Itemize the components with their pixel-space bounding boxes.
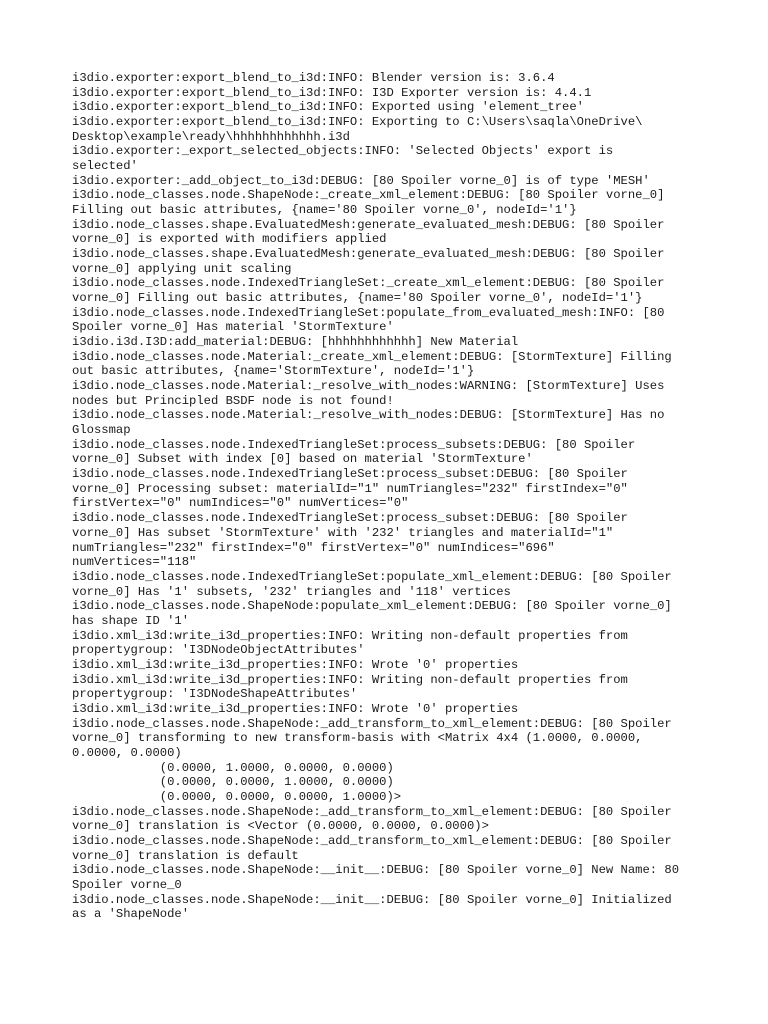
log-line: i3dio.node_classes.node.IndexedTriangleSet:_create_xml_element:DEBUG: [80 Spoiler [72,276,665,291]
log-line: i3dio.xml_i3d:write_i3d_properties:INFO: Writing non-default properties from [72,672,628,687]
log-line: (0.0000, 0.0000, 0.0000, 1.0000)> [72,789,402,804]
log-line: i3dio.exporter:_add_object_to_i3d:DEBUG: [80 Spoiler vorne_0] is of type 'MESH' [72,173,650,188]
log-line: numVertices="118" [72,555,197,570]
log-line: (0.0000, 1.0000, 0.0000, 0.0000) [72,760,394,775]
log-line: i3dio.exporter:export_blend_to_i3d:INFO: Blender version is: 3.6.4 [72,71,555,85]
log-text-block [72,71,712,922]
log-line: i3dio.exporter:export_blend_to_i3d:INFO: Exporting to C:\Users\saqla\OneDrive\ [72,115,643,130]
log-line: i3dio.xml_i3d:write_i3d_properties:INFO: Writing non-default properties from [72,628,628,643]
log-line: firstVertex="0" numIndices="0" numVertices="0" [72,496,409,511]
log-line: propertygroup: 'I3DNodeObjectAttributes' [72,643,365,658]
log-line: Spoiler vorne_0 [72,877,182,892]
log-line: i3dio.exporter:export_blend_to_i3d:INFO: I3D Exporter version is: 4.4.1 [72,85,592,100]
log-line: Desktop\example\ready\hhhhhhhhhhhh.i3d [72,129,350,144]
log-line: i3dio.node_classes.node.IndexedTriangleSet:populate_xml_element:DEBUG: [80 Spoiler [72,569,672,584]
log-line: as a 'ShapeNode' [72,907,190,922]
log-line: i3dio.xml_i3d:write_i3d_properties:INFO: Wrote '0' properties [72,701,519,716]
log-line: i3dio.node_classes.node.ShapeNode:_add_transform_to_xml_element:DEBUG: [80 Spoiler [72,716,672,731]
log-line: nodes but Principled BSDF node is not found! [72,393,394,408]
log-line: i3dio.node_classes.node.Material:_create_xml_element:DEBUG: [StormTexture] Filling [72,349,672,364]
log-line: vorne_0] translation is <Vector (0.0000, 0.0000, 0.0000)> [72,819,489,834]
log-line: out basic attributes, {name='StormTexture', nodeId='1'} [72,364,475,379]
log-line: vorne_0] translation is default [72,848,299,863]
log-line: i3dio.node_classes.node.IndexedTriangleSet:process_subset:DEBUG: [80 Spoiler [72,511,628,526]
log-line: numTriangles="232" firstIndex="0" firstVertex="0" numIndices="696" [72,540,555,555]
log-line: i3dio.node_classes.node.IndexedTriangleSet:process_subset:DEBUG: [80 Spoiler [72,467,628,482]
log-line: i3dio.node_classes.node.IndexedTriangleSet:process_subsets:DEBUG: [80 Spoiler [72,437,636,452]
log-line: vorne_0] Has '1' subsets, '232' triangles and '118' vertices [72,584,511,599]
log-line: i3dio.node_classes.node.ShapeNode:__init__:DEBUG: [80 Spoiler vorne_0] New Name: 80 [72,863,680,878]
log-line: vorne_0] Filling out basic attributes, {name='80 Spoiler vorne_0', nodeId='1'} [72,291,643,306]
log-line: i3dio.node_classes.shape.EvaluatedMesh:generate_evaluated_mesh:DEBUG: [80 Spoiler [72,217,665,232]
log-line: i3dio.node_classes.shape.EvaluatedMesh:generate_evaluated_mesh:DEBUG: [80 Spoiler [72,247,665,262]
log-line: vorne_0] applying unit scaling [72,261,292,276]
log-line: selected' [72,159,138,174]
log-line: propertygroup: 'I3DNodeShapeAttributes' [72,687,358,702]
log-line: has shape ID '1' [72,613,190,628]
log-line: vorne_0] Has subset 'StormTexture' with '232' triangles and materialId="1" [72,525,614,540]
log-line: vorne_0] is exported with modifiers applied [72,232,387,247]
log-line: i3dio.exporter:export_blend_to_i3d:INFO: Exported using 'element_tree' [72,100,584,115]
log-line: i3dio.i3d.I3D:add_material:DEBUG: [hhhhhhhhhhhh] New Material [72,335,519,350]
log-line: i3dio.node_classes.node.ShapeNode:_add_transform_to_xml_element:DEBUG: [80 Spoiler [72,833,672,848]
log-line: vorne_0] Subset with index [0] based on material 'StormTexture' [72,452,533,467]
log-line: (0.0000, 0.0000, 1.0000, 0.0000) [72,775,394,790]
log-line: Glossmap [72,423,131,438]
log-line: Spoiler vorne_0] Has material 'StormTexture' [72,320,394,335]
log-line: i3dio.node_classes.node.ShapeNode:populate_xml_element:DEBUG: [80 Spoiler vorne_0] [72,599,672,614]
log-line: Filling out basic attributes, {name='80 Spoiler vorne_0', nodeId='1'} [72,203,577,218]
log-line: i3dio.node_classes.node.ShapeNode:_create_xml_element:DEBUG: [80 Spoiler vorne_0] [72,188,665,203]
log-line: vorne_0] transforming to new transform-basis with <Matrix 4x4 (1.0000, 0.0000, [72,731,643,746]
log-line: i3dio.node_classes.node.ShapeNode:_add_transform_to_xml_element:DEBUG: [80 Spoiler [72,804,672,819]
log-line: vorne_0] Processing subset: materialId="1" numTriangles="232" firstIndex="0" [72,481,628,496]
log-line: i3dio.node_classes.node.Material:_resolve_with_nodes:DEBUG: [StormTexture] Has no [72,408,665,423]
log-line: i3dio.node_classes.node.Material:_resolve_with_nodes:WARNING: [StormTexture] Uses [72,379,665,394]
log-line: 0.0000, 0.0000) [72,745,182,760]
log-line: i3dio.exporter:_export_selected_objects:INFO: 'Selected Objects' export is [72,144,614,159]
log-line: i3dio.xml_i3d:write_i3d_properties:INFO: Wrote '0' properties [72,657,519,672]
log-line: i3dio.node_classes.node.IndexedTriangleSet:populate_from_evaluated_mesh:INFO: [80 [72,305,665,320]
log-line: i3dio.node_classes.node.ShapeNode:__init__:DEBUG: [80 Spoiler vorne_0] Initialized [72,892,672,907]
